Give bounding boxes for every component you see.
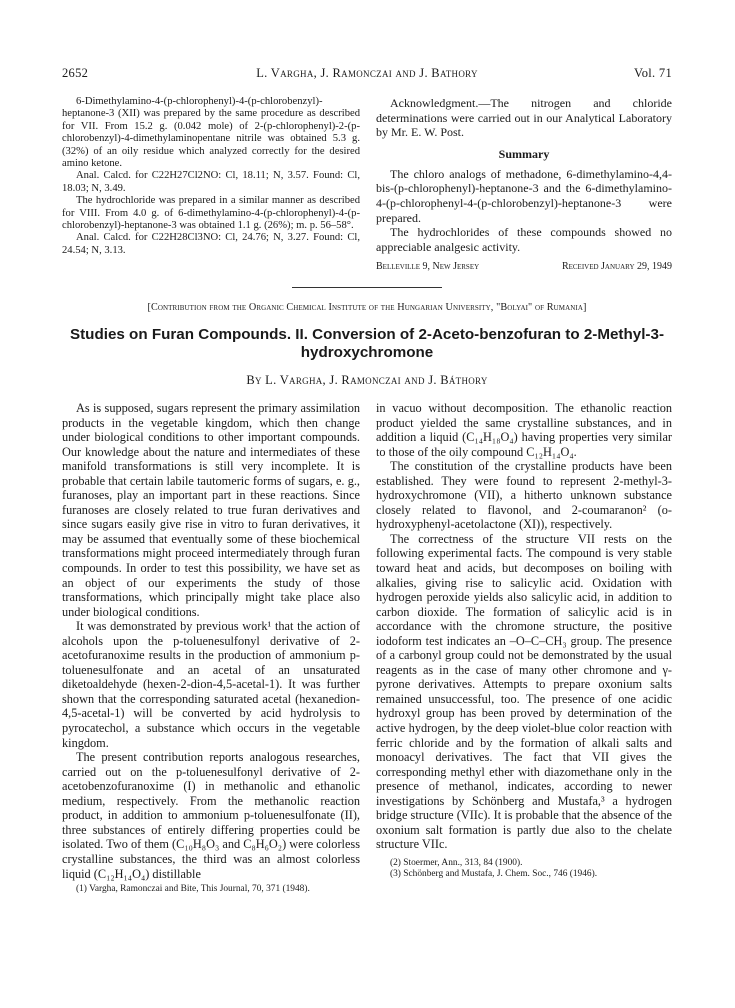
- body-paragraph: in vacuo without decomposition. The ethanolic reaction product yielded the same crystalline substances, and in addition a liquid (C₁₄H₁₈O₄) having properties very similar to those of the oily compound C₁₂H₁₄O₄.: [376, 401, 672, 459]
- analysis-2: Anal. Calcd. for C22H28Cl3NO: Cl, 24.76; N, 3.27. Found: Cl, 24.54; N, 3.13.: [62, 232, 360, 256]
- location: Belleville 9, New Jersey: [376, 261, 480, 273]
- body-paragraph: It was demonstrated by previous work¹ that the action of alcohols upon the p-toluenesulfonyl derivative of 2-acetofuranoxime results in the production of ammonium p-toluenesulfonate and an acetal of an unsaturated diketoaldehyde (hexen-2-dion-4,5-acetal-1). It was further shown that the corresponding saturated acetal (hexanedion-4,5-acetal-1) will be converted by acid hydrolysis to pyrocatechol, a substance which occurs in the vegetable kingdom.: [62, 619, 360, 750]
- contribution-line: [Contribution from the Organic Chemical Institute of the Hungarian University, "Bolyai" of Rumania]: [147, 302, 587, 313]
- analysis-1: Anal. Calcd. for C22H27Cl2NO: Cl, 18.11; N, 3.57. Found: Cl, 18.03; N, 3.49.: [62, 170, 360, 194]
- page-number: 2652: [62, 66, 89, 80]
- footnote-2: (2) Stoermer, Ann., 313, 84 (1900).: [390, 857, 523, 868]
- section-divider: [292, 287, 442, 288]
- footnote-1: (1) Vargha, Ramonczai and Bite, This Journal, 70, 371 (1948).: [76, 884, 310, 895]
- footnote-3: (3) Schönberg and Mustafa, J. Chem. Soc., 746 (1946).: [390, 869, 598, 880]
- body-paragraph: The correctness of the structure VII rests on the following experimental facts. The compound is very stable toward heat and acids, but decomposes on boiling with alkalies, giving rise to salicylic acid. Oxidation with hydrogen peroxide yields also salicylic acid, in addition to carbon dioxide. The formation of salicylic acid is in accordance with the chromone structure, the positive iodoform test indicates an –O–C–CH₃ group. The presence of a carbonyl group could not be demonstrated by the usual reagents as in the case of many other chromone and γ-pyrone derivatives. Attempts to prepare oxonium salts remained unsuccessful, too. The presence of one acidic hydroxyl group has been proved by determination of the active hydrogen, by the deep violet-blue color reaction with ferric chloride and by the formation of alkali salts and monoacyl derivatives. The fact that VII gives the corresponding methyl ether with diazomethane only in the presence of methanol, indicates, according to newer investigations by Schönberg and Mustafa,³ a hydrogen bridge structure (VIIc). It is probable that the absence of the oxonium salt formation is partly due also to the chelate structure VIIc.: [376, 531, 672, 852]
- running-header: [62, 66, 672, 82]
- hydrochloride-paragraph: The hydrochloride was prepared in a similar manner as described for VIII. From 4.0 g. of 6-dimethylamino-4-(p-chlorophenyl)-4-(p-chlorobenzyl)-heptanone-3 was obtained 1.1 g. (26%); m. p. 56–58°.: [62, 195, 360, 232]
- previous-article-experimental: [62, 96, 360, 257]
- summary-paragraph-1: The chloro analogs of methadone, 6-dimethylamino-4,4-bis-(p-chlorophenyl)-heptanone-3 and the 6-dimethylamino-4-(p-chlorophenyl-4-(p-chlorobenzyl)-heptanone-3 were prepared.: [376, 166, 672, 225]
- body-paragraph: As is supposed, sugars represent the primary assimilation products in the vegetable kingdom, which then change under biological conditions to other important compounds. Our knowledge about the nature and intermediates of these manifold transformations is still very incomplete. It is probable that certain labile tautomeric forms of sugars, e. g., furanoses, play an important part in these reactions. Since furanoses are closely related to true furan derivatives and since sugars easily give rise in vitro to furan derivatives, it may be assumed that eventually some of these biochemical transformations might proceed intermediately through furan compounds. In order to test this possibility, we have set as an object of our experiments the study of those transformations, which principally might take place also under biological conditions.: [62, 401, 360, 619]
- body-paragraph: The constitution of the crystalline products have been established. They were found to represent 2-methyl-3-hydroxychromone (VII), a hitherto unknown substance closely related to flavonol, and 2-coumaranon² (o-hydroxyphenyl-acetolactone (XI)), respectively.: [376, 459, 672, 532]
- article-body: [62, 401, 672, 921]
- article-title: Studies on Furan Compounds. II. Conversion of 2-Aceto-benzofuran to 2-Methyl-3-hydroxychromone: [69, 326, 664, 361]
- volume-label: Vol. 71: [634, 66, 672, 80]
- received-date: Received January 29, 1949: [561, 261, 672, 273]
- running-title: L. Vargha, J. Ramonczai and J. Bathory: [256, 66, 478, 80]
- body-left-column: [62, 401, 360, 896]
- byline: By L. Vargha, J. Ramonczai and J. Báthory: [246, 373, 488, 387]
- previous-article-summary-column: [376, 96, 672, 274]
- received-line: [376, 260, 672, 274]
- body-right-column: [376, 401, 672, 881]
- acknowledgment: Acknowledgment.—The nitrogen and chloride determinations were carried out in our Analytical Laboratory by Mr. E. W. Post.: [376, 96, 672, 140]
- summary-heading: Summary: [498, 146, 550, 161]
- summary-paragraph-2: The hydrochlorides of these compounds showed no appreciable analgesic activity.: [376, 225, 672, 254]
- body-paragraph: The present contribution reports analogous researches, carried out on the p-toluenesulfonyl derivative of 2-acetobenzofuranoxime (I) in methanolic and ethanolic medium, respectively. From the methanolic reaction product, in addition to ammonium p-toluenesulfonate (II), three substances of entirely differing properties could be isolated. Two of them (C₁₀H₈O₃ and C₈H₆O₂) were colorless crystalline substances, the third was an almost colorless liquid (C₁₂H₁₄O₄) distillable: [62, 750, 360, 881]
- compound-xii-paragraph: 6-Dimethylamino-4-(p-chlorophenyl)-4-(p-chlorobenzyl)-heptanone-3 (XII) was prepared by the same procedure as described for VII. From 15.2 g. (0.042 mole) of 2-(p-chlorophenyl)-2-(p-chlorobenzyl)-4-dimethylaminopentane nitrile was obtained 5.3 g. (32%) of an oily residue which analyzed correctly for the desired amino ketone.: [62, 96, 360, 170]
- previous-article-end: [62, 96, 672, 276]
